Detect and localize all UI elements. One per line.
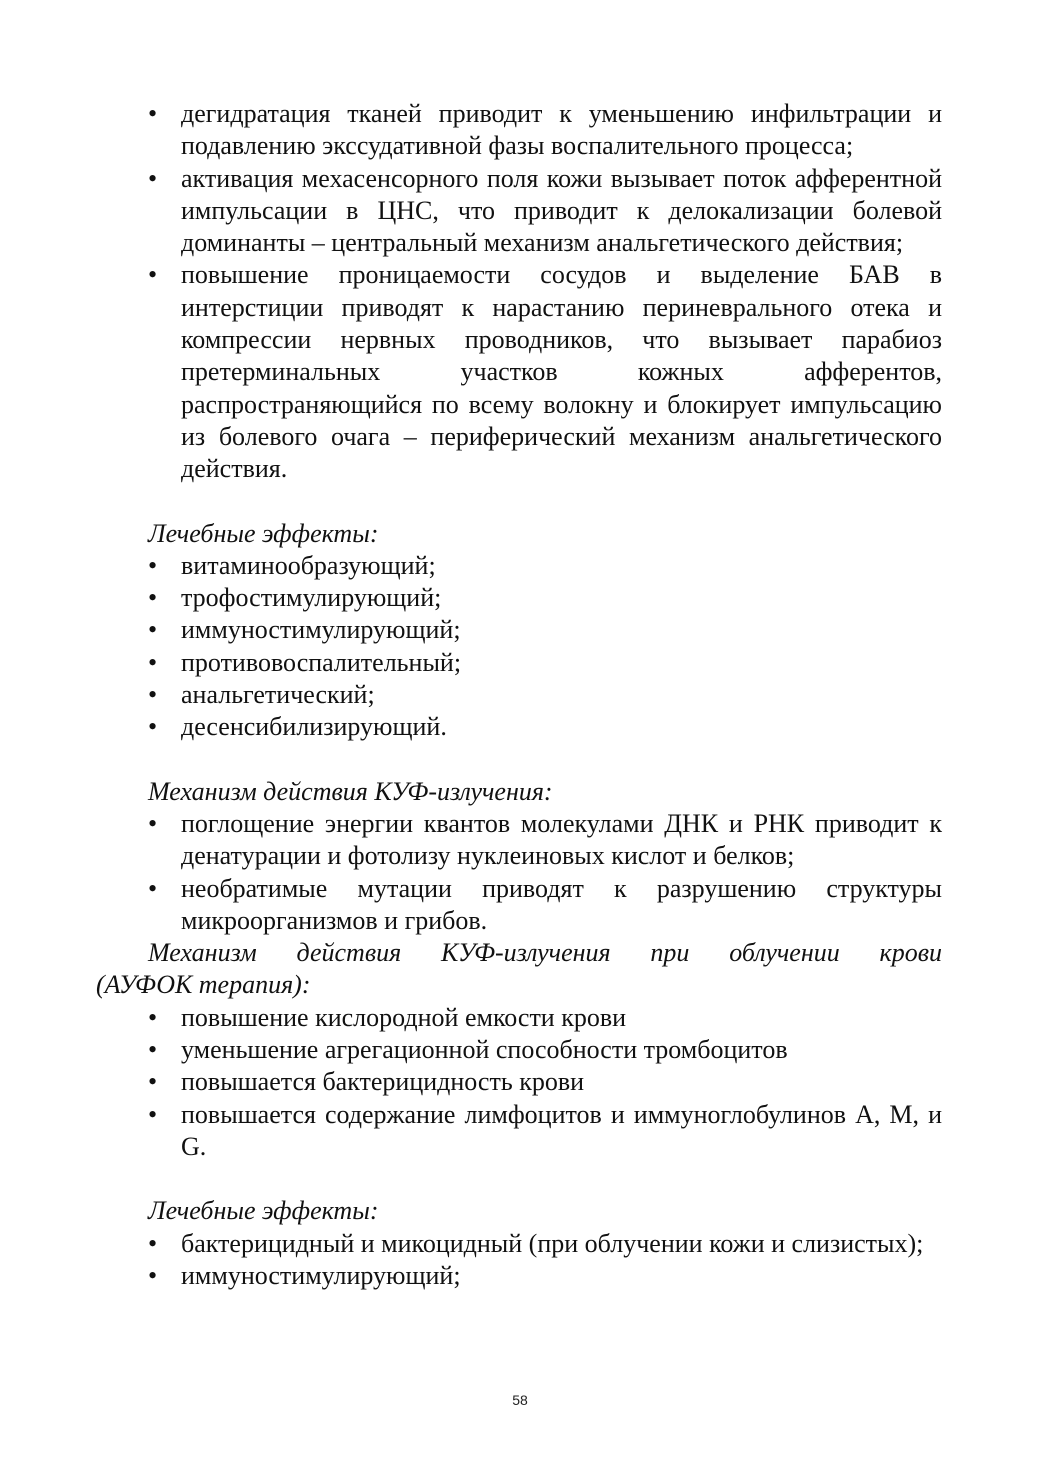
bullet-icon: • — [148, 1067, 158, 1097]
list-item — [148, 582, 942, 614]
section-heading — [96, 937, 942, 1002]
section-heading: Механизм действия КУФ-излучения: — [148, 776, 553, 806]
list-item-text: анальгетический; — [181, 680, 375, 710]
bullet-icon: • — [148, 550, 158, 580]
aufok-list — [148, 1002, 942, 1163]
list-item-text: иммуностимулирующий; — [181, 615, 461, 645]
bullet-icon: • — [148, 1228, 158, 1258]
list-item — [148, 550, 942, 582]
bullet-icon: • — [148, 680, 158, 710]
bullet-icon: • — [148, 1099, 158, 1129]
page-number: 58 — [512, 1392, 528, 1408]
page-content — [96, 98, 942, 1292]
list-item — [148, 647, 942, 679]
list-item — [148, 1034, 942, 1066]
list-item-text: дегидратация тканей приводит к уменьшению инфильтрации и подавлению экссудативной фазы воспалительного процесса; — [181, 99, 942, 161]
list-item-text: уменьшение агрегационной способности тромбоцитов — [181, 1035, 788, 1065]
kuf-effects-list — [148, 1228, 942, 1293]
effects-list — [148, 550, 942, 744]
list-item — [148, 98, 942, 163]
bullet-icon: • — [148, 1260, 158, 1290]
list-item — [148, 1228, 942, 1260]
list-item-text: повышается содержание лимфоцитов и иммуноглобулинов А, М, и G. — [181, 1099, 942, 1161]
bullet-icon: • — [148, 873, 158, 903]
list-item — [148, 711, 942, 743]
bullet-icon: • — [148, 260, 158, 290]
bullet-icon: • — [148, 647, 158, 677]
bullet-icon: • — [148, 712, 158, 742]
list-item-text: иммуностимулирующий; — [181, 1260, 461, 1290]
list-item-text: витаминообразующий; — [181, 550, 436, 580]
bullet-icon: • — [148, 99, 158, 128]
kuf-mechanism-list — [148, 808, 942, 937]
bullet-icon: • — [148, 1035, 158, 1065]
list-item — [148, 1002, 942, 1034]
bullet-icon: • — [148, 583, 158, 613]
list-item — [148, 163, 942, 260]
list-item-text: противовоспалительный; — [181, 647, 462, 677]
bullet-icon: • — [148, 163, 158, 193]
list-item — [148, 1066, 942, 1098]
list-item-text: поглощение энергии квантов молекулами ДНК и РНК приводит к денатурации и фотолизу нуклеиновых кислот и белков; — [181, 808, 942, 871]
list-item — [148, 1260, 942, 1292]
list-item — [148, 259, 942, 485]
bullet-icon: • — [148, 615, 158, 645]
list-item-text: необратимые мутации приводят к разрушению структуры микроорганизмов и грибов. — [181, 873, 942, 935]
heading-line: (АУФОК терапия): — [96, 970, 311, 1000]
section-heading: Лечебные эффекты: — [148, 518, 379, 548]
mechanism-list — [148, 98, 942, 486]
list-item — [148, 873, 942, 938]
list-item-text: активация мехасенсорного поля кожи вызывает поток афферентной импульсации в ЦНС, что приводит к делокализации болевой доминанты – центральный механизм анальгетического действия; — [181, 163, 942, 258]
bullet-icon: • — [148, 808, 158, 838]
list-item — [148, 1099, 942, 1164]
list-item-text: трофостимулирующий; — [181, 583, 442, 613]
list-item — [148, 679, 942, 711]
list-item-text: повышение проницаемости сосудов и выделение БАВ в интерстиции приводят к нарастанию периневрального отека и компрессии нервных проводников, что вызывает парабиоз претерминальных участков кожных афферентов, распространяющийся по всему волокну и блокирует импульсацию из болевого очага – периферический механизм анальгетического действия. — [181, 260, 942, 484]
list-item-text: бактерицидный и микоцидный (при облучении кожи и слизистых); — [181, 1228, 924, 1258]
bullet-icon: • — [148, 1002, 158, 1032]
list-item-text: повышается бактерицидность крови — [181, 1067, 585, 1097]
list-item-text: повышение кислородной емкости крови — [181, 1002, 627, 1032]
section-heading: Лечебные эффекты: — [148, 1196, 379, 1226]
list-item — [148, 614, 942, 646]
list-item — [148, 808, 942, 873]
list-item-text: десенсибилизирующий. — [181, 712, 447, 742]
heading-line: Механизм действия КУФ-излучения при облучении крови — [148, 938, 942, 968]
